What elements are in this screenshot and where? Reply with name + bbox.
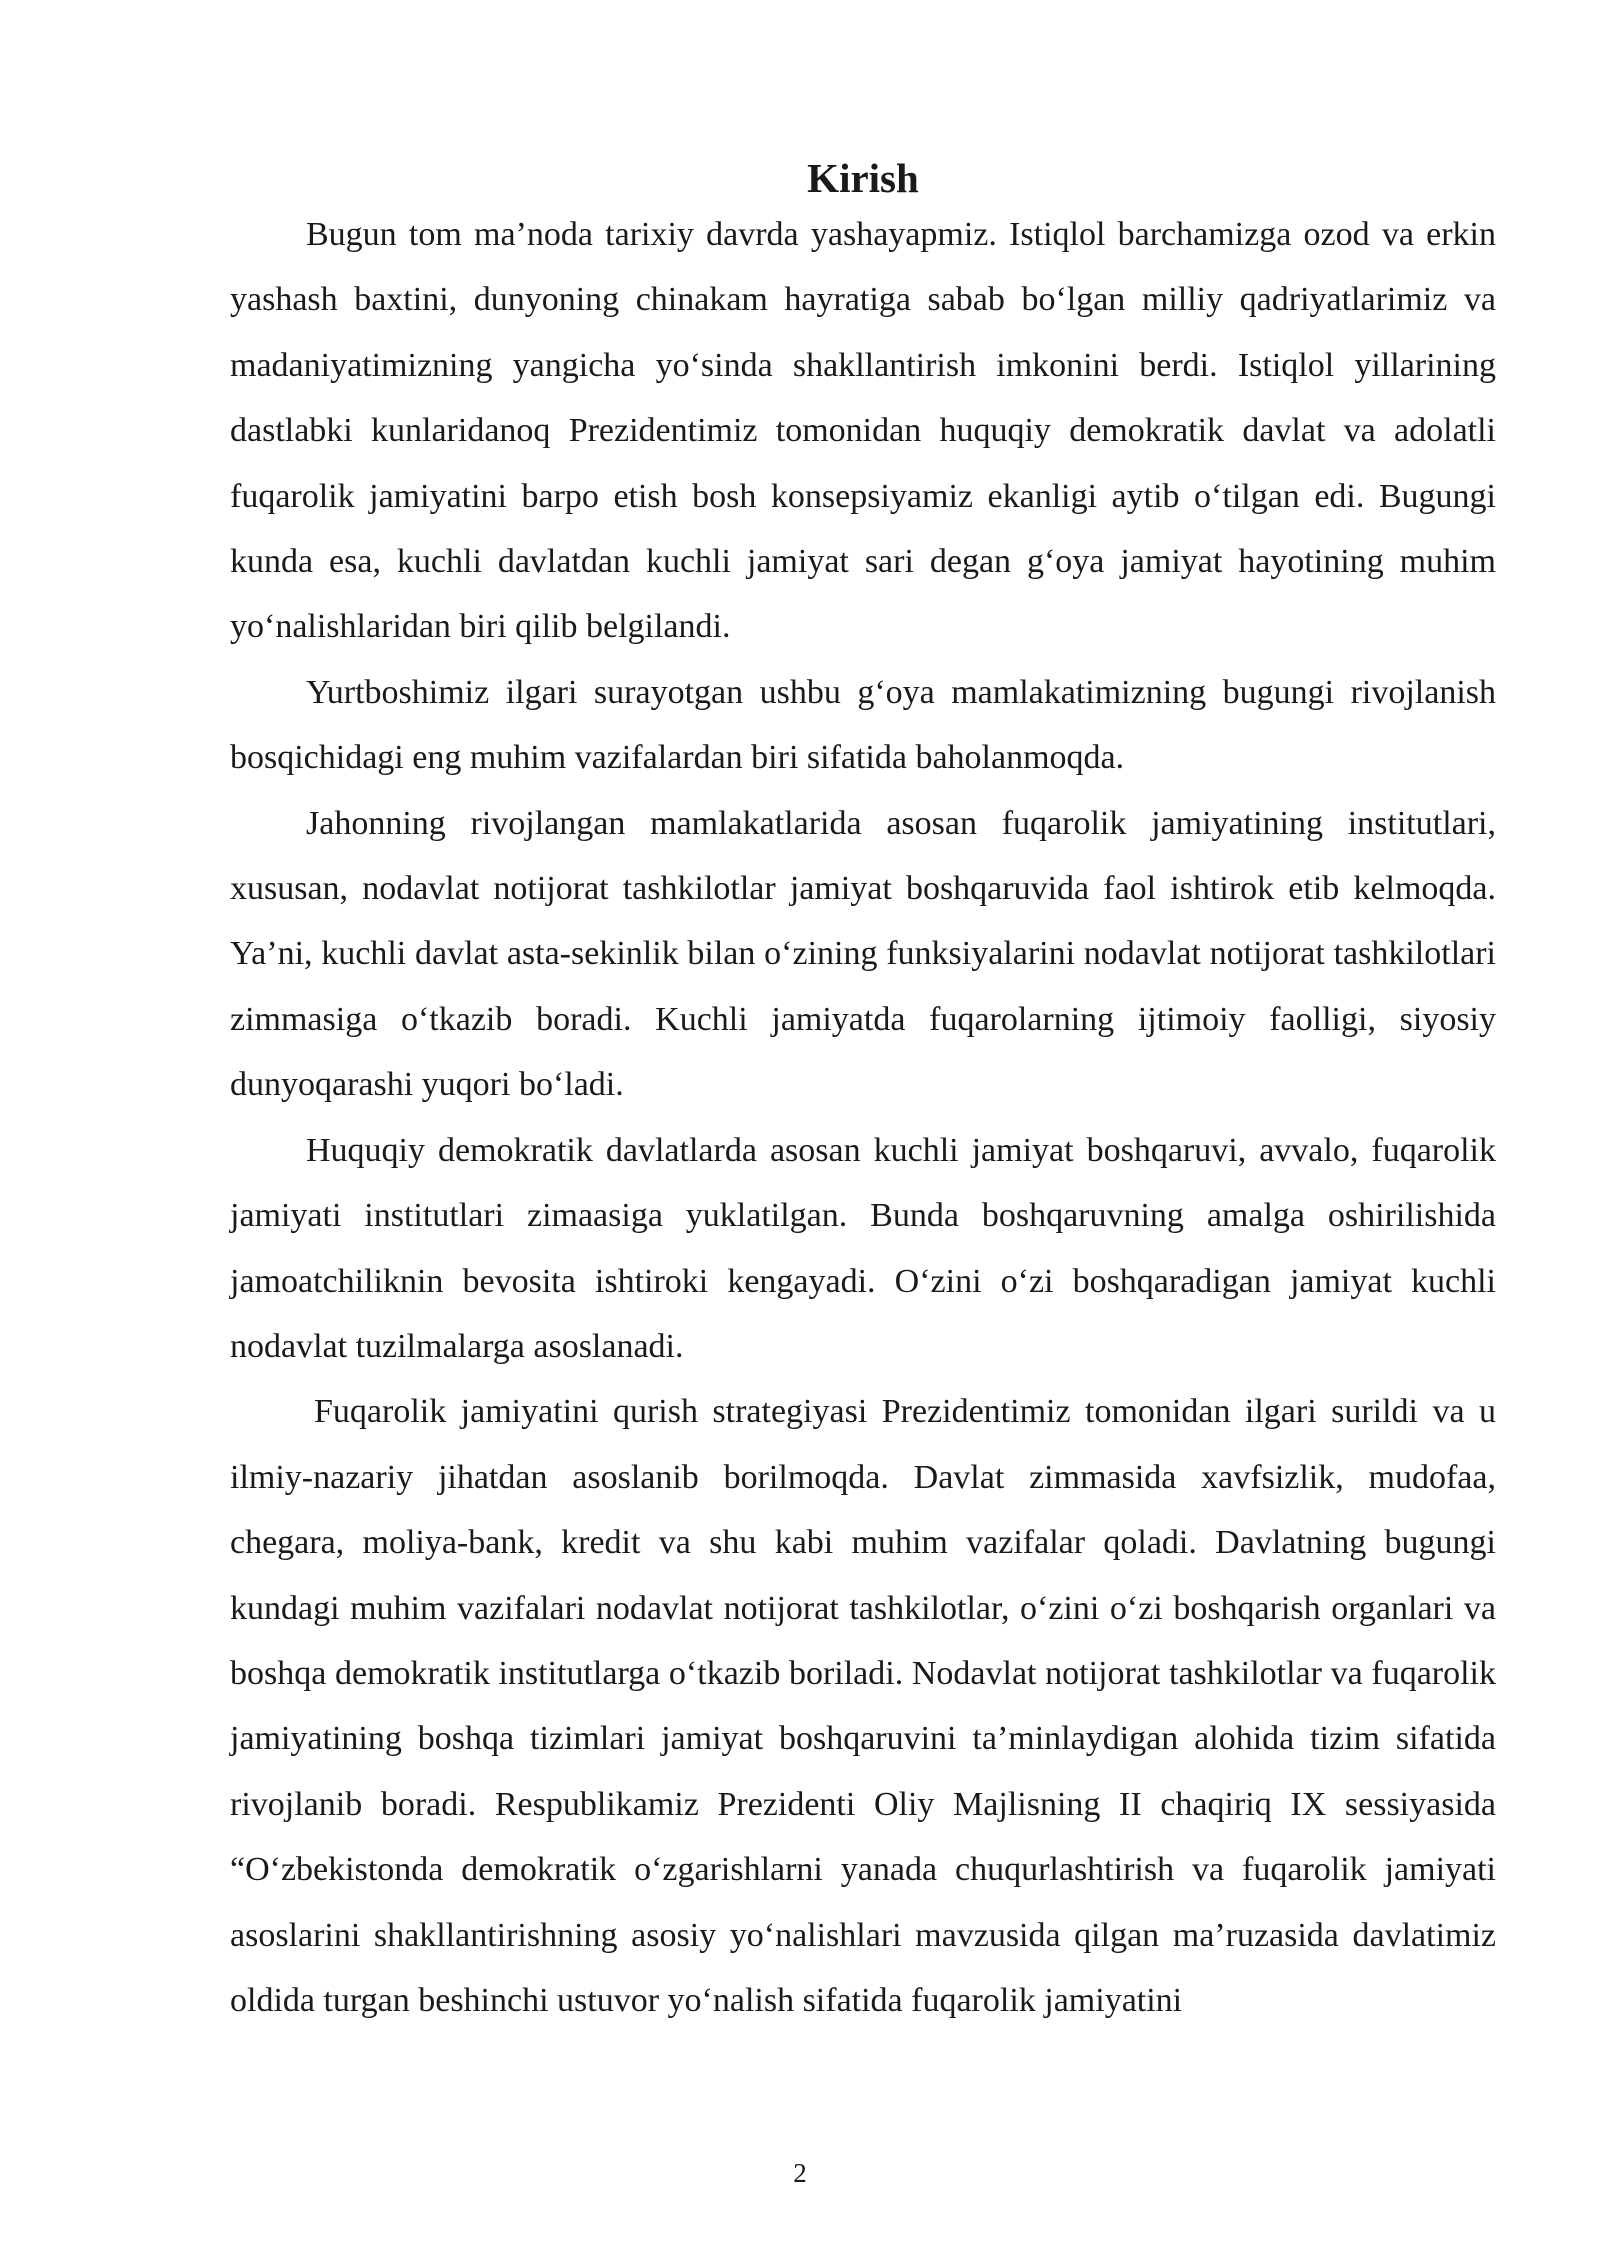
page-title: Kirish: [807, 155, 919, 201]
page-number: 2: [793, 2158, 807, 2188]
page-content: [230, 152, 1496, 2033]
paragraph-4: Huquqiy demokratik davlatlarda asosan kuchli jamiyat boshqaruvi, avvalo, fuqarolik jamiyati institutlari zimaasiga yuklatilgan. Bunda boshqaruvning amalga oshirilishida jamoatchiliknin bevosita ishtiroki kengayadi. O‘zini o‘zi boshqaradigan jamiyat kuchli nodavlat tuzilmalarga asoslanadi.: [230, 1131, 1496, 1365]
paragraph-3: Jahonning rivojlangan mamlakatlarida asosan fuqarolik jamiyatining institutlari, xususan, nodavlat notijorat tashkilotlar jamiyat boshqaruvida faol ishtirok etib kelmoqda. Ya’ni, kuchli davlat asta-sekinlik bilan o‘zining funksiyalarini nodavlat notijorat tashkilotlari zimmasiga o‘tkazib boradi. Kuchli jamiyatda fuqarolarning ijtimoiy faolligi, siyosiy dunyoqarashi yuqori bo‘ladi.: [230, 804, 1496, 1104]
paragraph-2: Yurtboshimiz ilgari surayotgan ushbu g‘oya mamlakatimizning bugungi rivojlanish bosqichidagi eng muhim vazifalardan biri sifatida baholanmoqda.: [230, 673, 1496, 777]
paragraph-1: Bugun tom ma’noda tarixiy davrda yashayapmiz. Istiqlol barchamizga ozod va erkin yashash baxtini, dunyoning chinakam hayratiga sabab bo‘lgan milliy qadriyatlarimiz va madaniyatimizning yangicha yo‘sinda shakllantirish imkonini berdi. Istiqlol yillarining dastlabki kunlaridanoq Prezidentimiz tomonidan huquqiy demokratik davlat va adolatli fuqarolik jamiyatini barpo etish bosh konsepsiyamiz ekanligi aytib o‘tilgan edi. Bugungi kunda esa, kuchli davlatdan kuchli jamiyat sari degan g‘oya jamiyat hayotining muhim yo‘nalishlaridan biri qilib belgilandi.: [230, 216, 1496, 646]
paragraph-5: Fuqarolik jamiyatini qurish strategiyasi Prezidentimiz tomonidan ilgari surildi va u ilmiy-nazariy jihatdan asoslanib borilmoqda. Davlat zimmasida xavfsizlik, mudofaa, chegara, moliya-bank, kredit va shu kabi muhim vazifalar qoladi. Davlatning bugungi kundagi muhim vazifalari nodavlat notijorat tashkilotlar, o‘zini o‘zi boshqarish organlari va boshqa demokratik institutlarga o‘tkazib boriladi. Nodavlat notijorat tashkilotlar va fuqarolik jamiyatining boshqa tizimlari jamiyat boshqaruvini ta’minlaydigan alohida tizim sifatida rivojlanib boradi. Respublikamiz Prezidenti Oliy Majlisning II chaqiriq IX sessiyasida “O‘zbekistonda demokratik o‘zgarishlarni yanada chuqurlashtirish va fuqarolik jamiyati asoslarini shakllantirishning asosiy yo‘nalishlari mavzusida qilgan ma’ruzasida davlatimiz oldida turgan beshinchi ustuvor yo‘nalish sifatida fuqarolik jamiyatini: [230, 1393, 1496, 2019]
